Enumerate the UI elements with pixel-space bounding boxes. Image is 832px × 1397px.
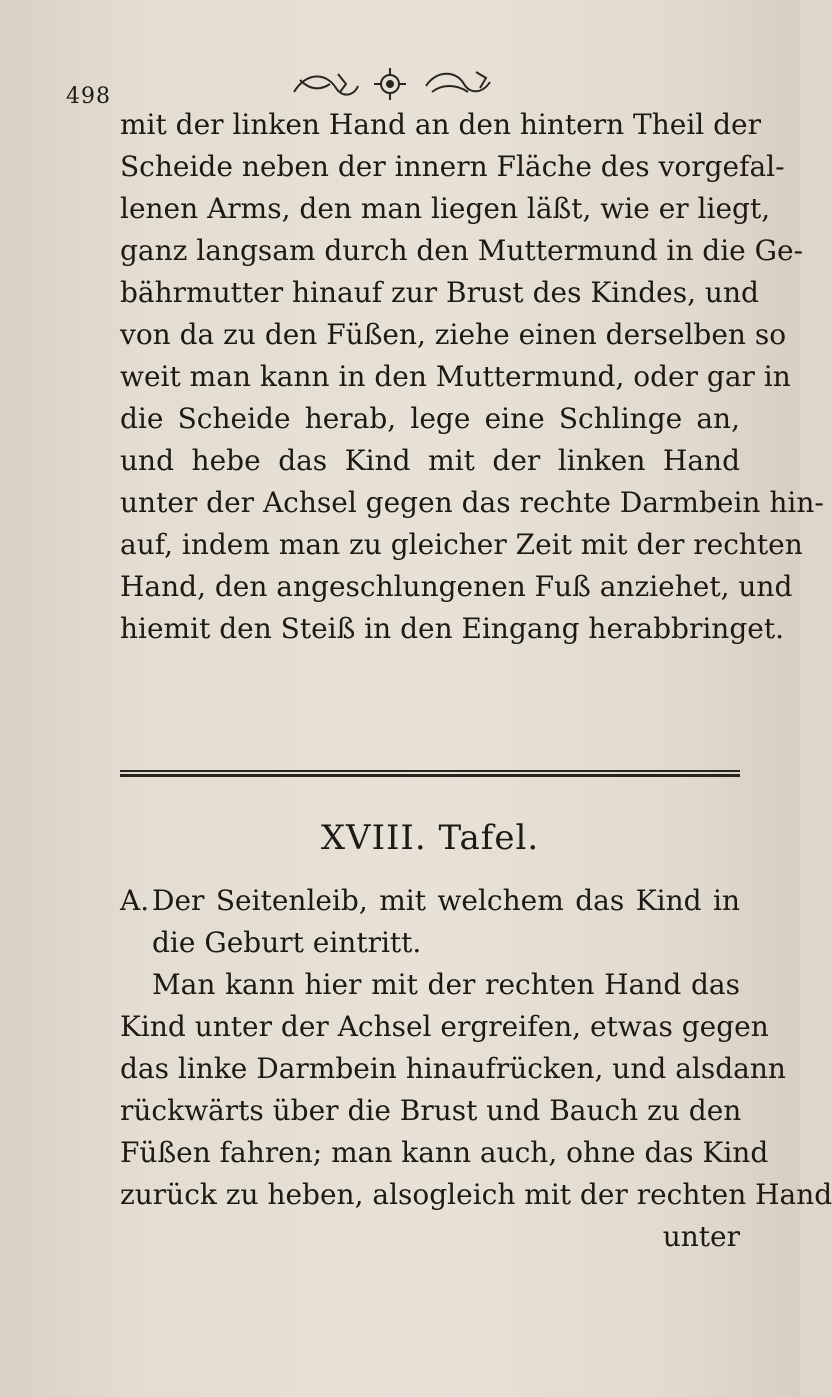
item-a-title-line: die Geburt eintritt. xyxy=(152,926,422,959)
section-title: XVIII. Tafel. xyxy=(320,818,540,858)
item-a xyxy=(120,880,832,1258)
text-line: Hand, den angeschlungenen Fuß anziehet, und xyxy=(120,570,793,603)
text-line: die Scheide herab, lege eine Schlinge an, xyxy=(120,402,740,435)
text-line: zurück zu heben, alsogleich mit der rechten Hand xyxy=(120,1178,832,1211)
top-paragraph xyxy=(120,104,824,650)
text-line: rückwärts über die Brust und Bauch zu den xyxy=(120,1094,742,1127)
text-line: mit der linken Hand an den hintern Theil der xyxy=(120,108,762,141)
text-line: von da zu den Füßen, ziehe einen derselben so xyxy=(120,318,787,351)
text-line: hiemit den Steiß in den Eingang herabbringet. xyxy=(120,612,784,645)
item-a-title-text: Der Seitenleib, mit welchem das Kind in xyxy=(152,884,740,917)
text-line: das linke Darmbein hinaufrücken, und alsdann xyxy=(120,1052,786,1085)
text-line: und hebe das Kind mit der linken Hand xyxy=(120,444,740,477)
item-a-label: A. xyxy=(120,884,150,917)
text-line: bährmutter hinauf zur Brust des Kindes, und xyxy=(120,276,759,309)
text-line: Scheide neben der innern Fläche des vorgefal- xyxy=(120,150,785,183)
section-divider xyxy=(120,770,740,778)
text-line: unter der Achsel gegen das rechte Darmbein hin- xyxy=(120,486,824,519)
catchword: unter xyxy=(662,1220,740,1253)
page-number: 498 xyxy=(66,84,111,109)
text-line: auf, indem man zu gleicher Zeit mit der rechten xyxy=(120,528,803,561)
text-line: Kind unter der Achsel ergreifen, etwas gegen xyxy=(120,1010,769,1043)
text-line: Füßen fahren; man kann auch, ohne das Kind xyxy=(120,1136,769,1169)
text-line: lenen Arms, den man liegen läßt, wie er liegt, xyxy=(120,192,771,225)
item-a-title-line xyxy=(120,880,740,922)
text-line: weit man kann in den Muttermund, oder gar in xyxy=(120,360,791,393)
text-line: ganz langsam durch den Muttermund in die Ge- xyxy=(120,234,804,267)
text-line: Man kann hier mit der rechten Hand das xyxy=(152,968,740,1001)
header-ornament-icon xyxy=(266,62,516,106)
